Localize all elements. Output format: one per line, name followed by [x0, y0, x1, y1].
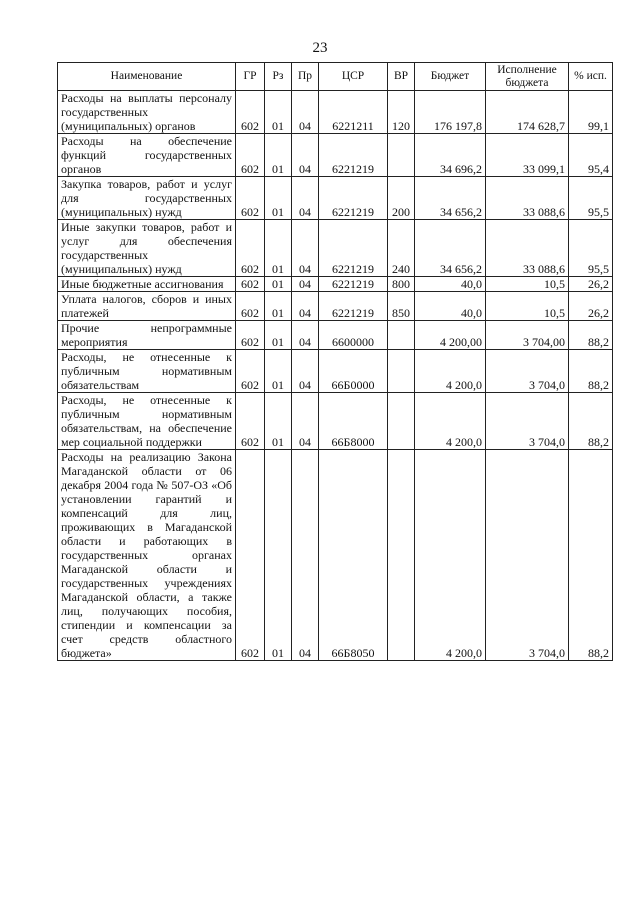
row-budget: 40,0 [415, 292, 486, 321]
row-percent: 95,5 [569, 177, 613, 220]
row-vr: 240 [388, 220, 415, 277]
row-csr: 6221219 [319, 292, 388, 321]
header-name: Наименование [58, 63, 236, 91]
header-execution: Исполнение бюджета [486, 63, 569, 91]
budget-table [57, 62, 613, 661]
table-header-row [58, 63, 613, 91]
row-gr: 602 [236, 220, 265, 277]
row-name: Иные закупки товаров, работ и услуг для обеспечения государственных (муниципальных) нужд [58, 220, 236, 277]
row-percent: 95,5 [569, 220, 613, 277]
table-row [58, 134, 613, 177]
row-percent: 88,2 [569, 393, 613, 450]
header-gr: ГР [236, 63, 265, 91]
row-name: Расходы на обеспечение функций государственных органов [58, 134, 236, 177]
row-budget: 40,0 [415, 277, 486, 292]
page-number: 23 [312, 40, 328, 56]
row-budget: 4 200,00 [415, 321, 486, 350]
row-pr: 04 [292, 177, 319, 220]
header-budget: Бюджет [415, 63, 486, 91]
row-gr: 602 [236, 177, 265, 220]
row-vr: 850 [388, 292, 415, 321]
row-gr: 602 [236, 350, 265, 393]
row-execution: 174 628,7 [486, 91, 569, 134]
table-row [58, 321, 613, 350]
row-execution: 10,5 [486, 292, 569, 321]
row-budget: 34 696,2 [415, 134, 486, 177]
row-rz: 01 [265, 220, 292, 277]
row-percent: 88,2 [569, 321, 613, 350]
row-pr: 04 [292, 321, 319, 350]
table-row [58, 450, 613, 661]
row-pr: 04 [292, 91, 319, 134]
row-percent: 88,2 [569, 450, 613, 661]
row-csr: 6221219 [319, 220, 388, 277]
row-gr: 602 [236, 393, 265, 450]
header-rz: Рз [265, 63, 292, 91]
row-pr: 04 [292, 134, 319, 177]
table-row [58, 393, 613, 450]
row-budget: 4 200,0 [415, 350, 486, 393]
row-budget: 176 197,8 [415, 91, 486, 134]
row-gr: 602 [236, 450, 265, 661]
row-gr: 602 [236, 91, 265, 134]
row-vr: 800 [388, 277, 415, 292]
row-rz: 01 [265, 450, 292, 661]
row-execution: 33 088,6 [486, 177, 569, 220]
row-budget: 34 656,2 [415, 177, 486, 220]
row-execution: 33 088,6 [486, 220, 569, 277]
row-csr: 6600000 [319, 321, 388, 350]
row-csr: 6221219 [319, 134, 388, 177]
row-percent: 88,2 [569, 350, 613, 393]
row-rz: 01 [265, 393, 292, 450]
row-rz: 01 [265, 91, 292, 134]
row-budget: 34 656,2 [415, 220, 486, 277]
row-rz: 01 [265, 134, 292, 177]
row-vr [388, 321, 415, 350]
row-gr: 602 [236, 277, 265, 292]
row-gr: 602 [236, 292, 265, 321]
row-rz: 01 [265, 177, 292, 220]
row-percent: 26,2 [569, 277, 613, 292]
row-csr: 66Б0000 [319, 350, 388, 393]
row-name: Расходы, не отнесенные к публичным нормативным обязательствам [58, 350, 236, 393]
header-percent: % исп. [569, 63, 613, 91]
row-execution: 3 704,0 [486, 350, 569, 393]
row-gr: 602 [236, 321, 265, 350]
row-percent: 26,2 [569, 292, 613, 321]
row-name: Расходы на реализацию Закона Магаданской области от 06 декабря 2004 года № 507-ОЗ «Об установлении гарантий и компенсаций для лиц, проживающих в Магаданской области и работающих в государственных органах Магаданской области и государственных учреждениях Магаданской области, а также лиц, получающих пособия, стипендии и компенсации за счет средств областного бюджета» [58, 450, 236, 661]
row-vr: 120 [388, 91, 415, 134]
row-pr: 04 [292, 292, 319, 321]
table-row [58, 220, 613, 277]
row-execution: 3 704,0 [486, 393, 569, 450]
row-vr [388, 393, 415, 450]
row-pr: 04 [292, 350, 319, 393]
row-budget: 4 200,0 [415, 393, 486, 450]
row-budget: 4 200,0 [415, 450, 486, 661]
row-name: Иные бюджетные ассигнования [58, 277, 236, 292]
row-csr: 6221211 [319, 91, 388, 134]
row-rz: 01 [265, 277, 292, 292]
row-name: Уплата налогов, сборов и иных платежей [58, 292, 236, 321]
row-pr: 04 [292, 277, 319, 292]
row-vr: 200 [388, 177, 415, 220]
table-row [58, 177, 613, 220]
row-csr: 6221219 [319, 277, 388, 292]
table-row [58, 292, 613, 321]
row-csr: 66Б8000 [319, 393, 388, 450]
row-rz: 01 [265, 292, 292, 321]
row-percent: 95,4 [569, 134, 613, 177]
row-pr: 04 [292, 450, 319, 661]
row-name: Расходы, не отнесенные к публичным нормативным обязательствам, на обеспечение мер социальной поддержки [58, 393, 236, 450]
row-vr [388, 134, 415, 177]
header-csr: ЦСР [319, 63, 388, 91]
row-csr: 6221219 [319, 177, 388, 220]
table-row [58, 91, 613, 134]
row-pr: 04 [292, 220, 319, 277]
row-gr: 602 [236, 134, 265, 177]
row-name: Расходы на выплаты персоналу государственных (муниципальных) органов [58, 91, 236, 134]
row-execution: 33 099,1 [486, 134, 569, 177]
row-csr: 66Б8050 [319, 450, 388, 661]
row-pr: 04 [292, 393, 319, 450]
table-row [58, 277, 613, 292]
row-rz: 01 [265, 321, 292, 350]
header-pr: Пр [292, 63, 319, 91]
row-percent: 99,1 [569, 91, 613, 134]
row-vr [388, 450, 415, 661]
row-execution: 3 704,00 [486, 321, 569, 350]
row-rz: 01 [265, 350, 292, 393]
table-row [58, 350, 613, 393]
row-execution: 10,5 [486, 277, 569, 292]
row-vr [388, 350, 415, 393]
row-execution: 3 704,0 [486, 450, 569, 661]
row-name: Закупка товаров, работ и услуг для государственных (муниципальных) нужд [58, 177, 236, 220]
header-vr: ВР [388, 63, 415, 91]
row-name: Прочие непрограммные мероприятия [58, 321, 236, 350]
